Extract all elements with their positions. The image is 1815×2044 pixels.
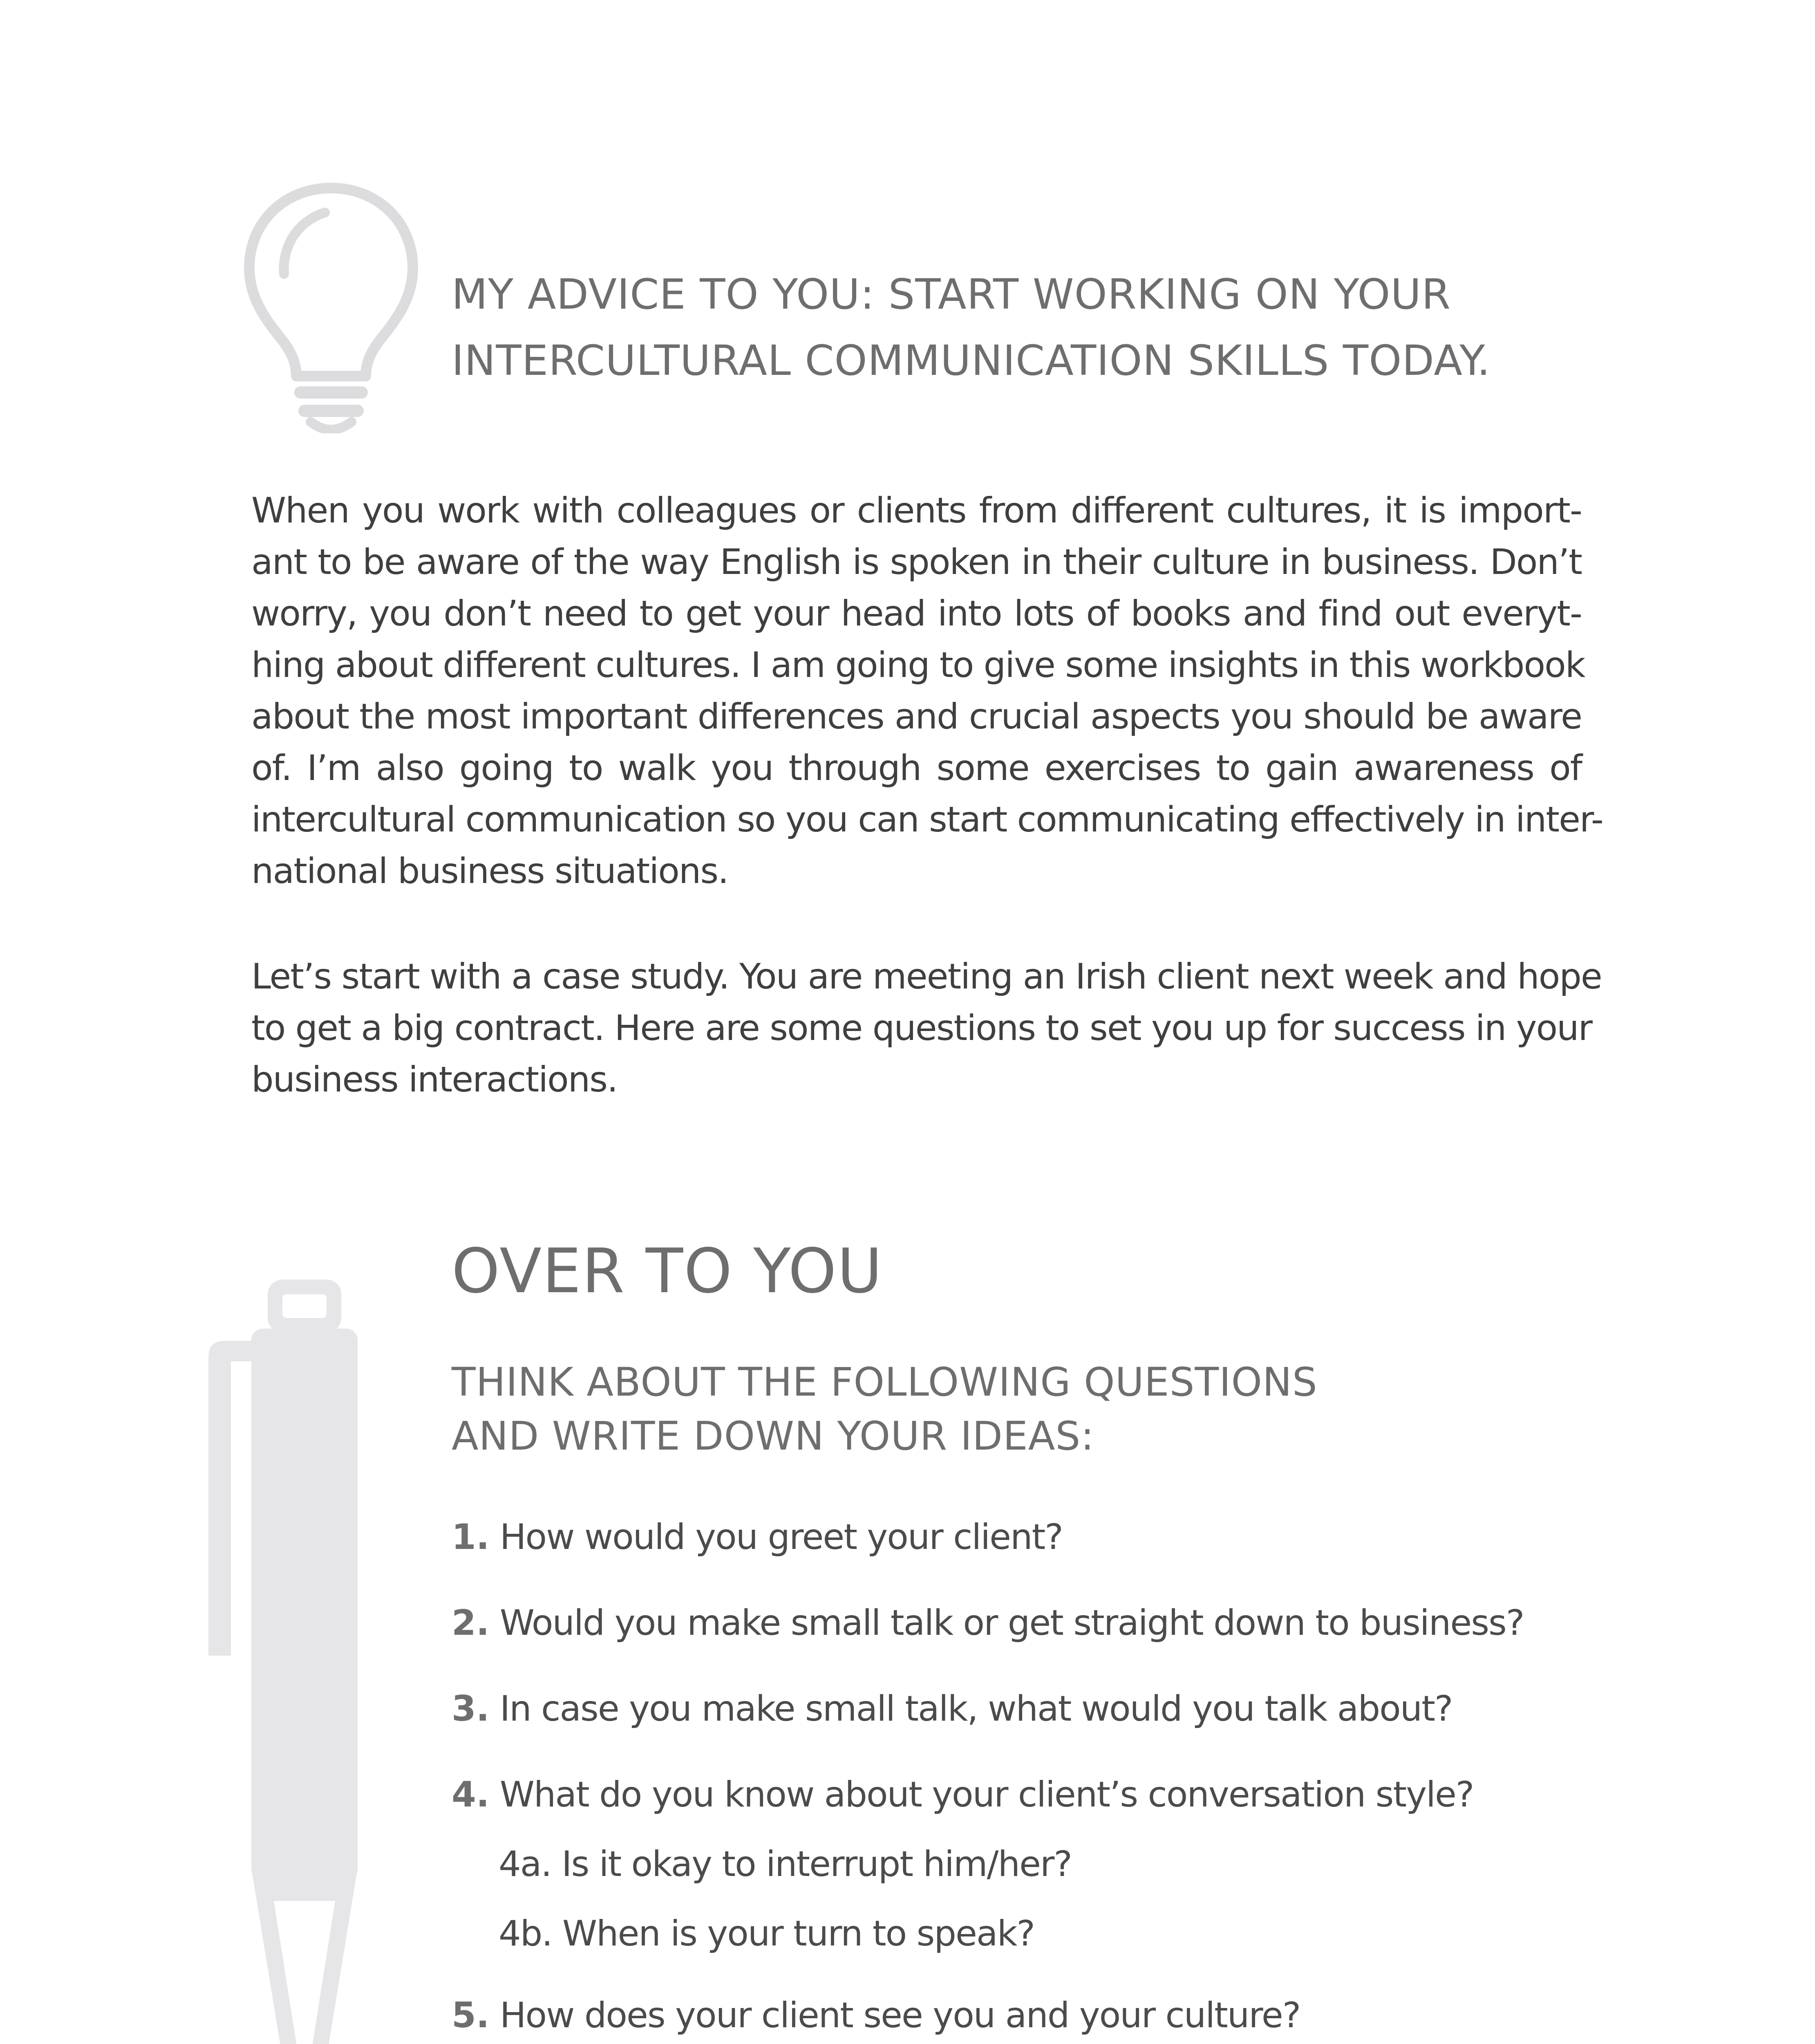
question-text: In case you make small talk, what would you talk about?	[499, 1688, 1452, 1729]
instructions-heading	[452, 1355, 1318, 1463]
paragraph-line: ant to be aware of the way English is spoken in their culture in business. Don’t	[251, 542, 1582, 583]
paragraph-line: to get a big contract. Here are some questions to set you up for success in your	[251, 1008, 1592, 1049]
instructions-heading-line: THINK ABOUT THE FOLLOWING QUESTIONS	[452, 1359, 1318, 1405]
paragraph-line: Let’s start with a case study. You are meeting an Irish client next week and hope	[251, 956, 1602, 997]
advice-heading-line: MY ADVICE TO YOU: START WORKING ON YOUR	[452, 270, 1451, 319]
question-item	[452, 1684, 1452, 1733]
case-study-paragraph	[251, 951, 1602, 1105]
lightbulb-icon	[241, 180, 421, 433]
paragraph-line: intercultural communication so you can start communicating effectively in inter-	[251, 799, 1603, 840]
question-text: What do you know about your client’s conversation style?	[499, 1774, 1474, 1815]
intro-paragraph	[251, 485, 1603, 897]
paragraph-line: hing about different cultures. I am going to give some insights in this workbook	[251, 645, 1585, 686]
question-number: 5.	[452, 1995, 490, 2036]
paragraph-line: worry, you don’t need to get your head into lots of books and find out everyt-	[251, 593, 1582, 634]
instructions-heading-line: AND WRITE DOWN YOUR IDEAS:	[452, 1413, 1094, 1459]
question-number: 4.	[452, 1774, 490, 1815]
question-item	[452, 1598, 1524, 1647]
question-number: 1.	[452, 1517, 490, 1558]
question-item	[452, 1991, 1300, 2040]
advice-heading	[452, 262, 1678, 394]
advice-heading-line: INTERCULTURAL COMMUNICATION SKILLS TODAY.	[452, 336, 1491, 385]
pen-icon	[206, 1280, 362, 2044]
question-text: How would you greet your client?	[499, 1517, 1063, 1558]
paragraph-line: about the most important differences and crucial aspects you should be aware	[251, 696, 1582, 737]
paragraph-line: of. I’m also going to walk you through some exercises to gain awareness of	[251, 748, 1582, 789]
sub-question: 4b. When is your turn to speak?	[499, 1913, 1035, 1954]
paragraph-line: When you work with colleagues or clients from different cultures, it is import-	[251, 490, 1582, 531]
sub-question: 4a. Is it okay to interrupt him/her?	[499, 1844, 1072, 1885]
over-to-you-title: OVER TO YOU	[452, 1236, 883, 1307]
question-number: 3.	[452, 1688, 490, 1729]
question-item	[452, 1513, 1063, 1562]
paragraph-line: national business situations.	[251, 851, 728, 892]
question-text: Would you make small talk or get straight down to business?	[499, 1602, 1524, 1643]
paragraph-line: business interactions.	[251, 1059, 618, 1100]
question-item	[452, 1770, 1474, 1819]
question-text: How does your client see you and your culture?	[499, 1995, 1300, 2036]
question-number: 2.	[452, 1602, 490, 1643]
